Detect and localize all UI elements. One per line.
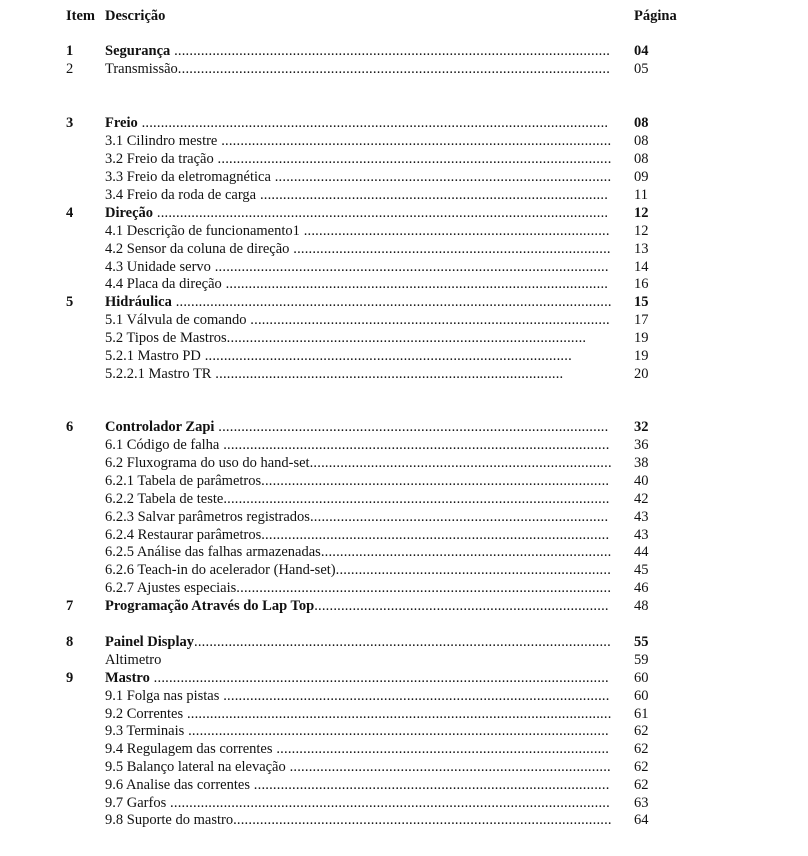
entry-title: Hidráulica xyxy=(105,294,172,310)
entry-title: 6.2.5 Análise das falhas armazenadas xyxy=(105,544,321,560)
entry-description xyxy=(105,776,610,794)
entry-page-number: 19 xyxy=(634,348,649,364)
entry-page-number: 15 xyxy=(634,294,649,310)
entry-page-number: 60 xyxy=(634,688,649,704)
entry-title: Transmissão xyxy=(105,61,178,77)
entry-item-number: 6 xyxy=(66,419,74,435)
entry-description xyxy=(105,579,611,597)
toc-entry xyxy=(0,579,808,597)
entry-description xyxy=(105,811,612,829)
toc-entry xyxy=(0,561,808,579)
dot-leader: ..................................................................................................... xyxy=(219,437,610,453)
toc-entry xyxy=(0,275,808,293)
header-description: Descrição xyxy=(105,8,166,24)
toc-entry xyxy=(0,543,808,561)
dot-leader: ................................................................................... xyxy=(289,241,611,257)
toc-entry xyxy=(0,258,808,276)
entry-page-number: 43 xyxy=(634,509,649,525)
entry-page-number: 40 xyxy=(634,473,649,489)
entry-item-number: 8 xyxy=(66,634,74,650)
entry-description xyxy=(105,508,608,526)
entry-description xyxy=(105,347,572,365)
toc-entry xyxy=(0,508,808,526)
toc-entry xyxy=(0,168,808,186)
dot-leader: ....................................................................................... xyxy=(272,741,610,757)
entry-title: 5.1 Válvula de comando xyxy=(105,312,247,328)
entry-description xyxy=(105,526,609,544)
toc-entry xyxy=(0,204,808,222)
entry-title: 9.5 Balanço lateral na elevação xyxy=(105,759,286,775)
entry-title: 4.4 Placa da direção xyxy=(105,276,222,292)
dot-leader: ............................................................................. xyxy=(314,598,609,614)
dot-leader: ........................................................................................... xyxy=(211,366,564,382)
entry-page-number: 62 xyxy=(634,741,649,757)
toc-entry xyxy=(0,347,808,365)
dot-leader: .................................................................................................................. xyxy=(170,43,611,59)
entry-item-number: 4 xyxy=(66,205,74,221)
entry-title: 6.2.6 Teach-in do acelerador (Hand-set) xyxy=(105,562,336,578)
toc-entry xyxy=(0,526,808,544)
entry-title: Mastro xyxy=(105,670,150,686)
entry-description xyxy=(105,275,608,293)
entry-description xyxy=(105,365,563,383)
toc-entry xyxy=(0,293,808,311)
entry-page-number: 43 xyxy=(634,527,649,543)
toc-entry xyxy=(0,776,808,794)
entry-description xyxy=(105,633,611,651)
entry-description xyxy=(105,204,608,222)
entry-page-number: 05 xyxy=(634,61,649,77)
toc-entry xyxy=(0,114,808,132)
entry-title: 9.3 Terminais xyxy=(105,723,185,739)
entry-page-number: 46 xyxy=(634,580,649,596)
entry-title: 6.2.3 Salvar parâmetros registrados xyxy=(105,509,310,525)
toc-entry xyxy=(0,222,808,240)
dot-leader: ........................................................................................... xyxy=(256,187,609,203)
dot-leader: .............................................................................................................. xyxy=(184,723,609,739)
dot-leader: ................................................................................................................... xyxy=(166,795,610,811)
entry-title: Freio xyxy=(105,115,138,131)
dot-leader: ............................................................................... xyxy=(309,455,612,471)
entry-page-number: 63 xyxy=(634,795,649,811)
entry-page-number: 11 xyxy=(634,187,648,203)
entry-description xyxy=(105,114,608,132)
dot-leader: .............................................................................. xyxy=(309,509,609,525)
entry-description xyxy=(105,651,161,669)
entry-title: Painel Display xyxy=(105,634,195,650)
entry-item-number: 3 xyxy=(66,115,74,131)
entry-title: 4.1 Descrição de funcionamento1 xyxy=(105,223,300,239)
entry-description xyxy=(105,722,609,740)
toc-entry xyxy=(0,669,808,687)
entry-page-number: 12 xyxy=(634,223,649,239)
dot-leader: .............................................................................................. xyxy=(246,312,610,328)
entry-title: 9.7 Garfos xyxy=(105,795,167,811)
toc-entry xyxy=(0,186,808,204)
entry-page-number: 48 xyxy=(634,598,649,614)
entry-description xyxy=(105,705,612,723)
entry-page-number: 16 xyxy=(634,276,649,292)
toc-entry xyxy=(0,132,808,150)
entry-title: Programação Através do Lap Top xyxy=(105,598,315,614)
toc-entry xyxy=(0,740,808,758)
entry-page-number: 17 xyxy=(634,312,649,328)
toc-entry xyxy=(0,42,808,60)
entry-description xyxy=(105,329,586,347)
dot-leader: ...................................................................................................................... xyxy=(153,205,609,221)
toc-entry xyxy=(0,365,808,383)
dot-leader: ................................................................................ xyxy=(299,223,610,239)
entry-page-number: 61 xyxy=(634,706,649,722)
entry-item-number: 7 xyxy=(66,598,74,614)
entry-description xyxy=(105,758,611,776)
entry-page-number: 09 xyxy=(634,169,649,185)
entry-title: 9.1 Folga nas pistas xyxy=(105,688,220,704)
entry-title: 9.6 Analise das correntes xyxy=(105,777,250,793)
toc-entry xyxy=(0,722,808,740)
dot-leader: ............................................................................................................... xyxy=(183,706,612,722)
toc-entry xyxy=(0,687,808,705)
dot-leader: ...................................................................................................... xyxy=(214,419,609,435)
dot-leader: ........................................................................ xyxy=(335,562,612,578)
entry-page-number: 55 xyxy=(634,634,649,650)
entry-page-number: 19 xyxy=(634,330,649,346)
entry-page-number: 60 xyxy=(634,670,649,686)
entry-page-number: 64 xyxy=(634,812,649,828)
entry-description xyxy=(105,740,609,758)
entry-title: 3.2 Freio da tração xyxy=(105,151,214,167)
entry-page-number: 08 xyxy=(634,133,649,149)
toc-entry xyxy=(0,240,808,258)
entry-title: 6.1 Código de falha xyxy=(105,437,220,453)
entry-item-number: 1 xyxy=(66,43,74,59)
dot-leader: ....................................................................................................... xyxy=(210,259,609,275)
entry-page-number: 32 xyxy=(634,419,649,435)
toc-entry xyxy=(0,811,808,829)
entry-item-number: 5 xyxy=(66,294,74,310)
dot-leader: ....................................................................................................................... xyxy=(149,670,609,686)
dot-leader: ................................................................................................... xyxy=(233,812,612,828)
dot-leader: ........................................................................................... xyxy=(261,473,610,489)
toc-entry xyxy=(0,329,808,347)
entry-title: 3.1 Cilindro mestre xyxy=(105,133,218,149)
toc-entry xyxy=(0,633,808,651)
dot-leader: .............................................................................................. xyxy=(226,330,587,346)
entry-page-number: 08 xyxy=(634,151,649,167)
toc-entry xyxy=(0,436,808,454)
toc-entry xyxy=(0,418,808,436)
dot-leader: ..................................................................................................... xyxy=(219,688,610,704)
entry-title: 5.2 Tipos de Mastros xyxy=(105,330,227,346)
entry-title: 5.2.1 Mastro PD xyxy=(105,348,201,364)
entry-title: 9.8 Suporte do mastro xyxy=(105,812,234,828)
entry-page-number: 12 xyxy=(634,205,649,221)
entry-description xyxy=(105,258,609,276)
dot-leader: ...................................................................................................... xyxy=(217,133,612,149)
toc-entry xyxy=(0,454,808,472)
entry-description xyxy=(105,60,610,78)
toc-entry xyxy=(0,311,808,329)
entry-description xyxy=(105,669,609,687)
dot-leader: .................................................................................................. xyxy=(236,580,612,596)
entry-title: 3.4 Freio da roda de carga xyxy=(105,187,257,203)
toc-entry xyxy=(0,705,808,723)
entry-description xyxy=(105,240,611,258)
entry-page-number: 62 xyxy=(634,777,649,793)
entry-page-number: 04 xyxy=(634,43,649,59)
dot-leader: .......................................................................................................................... xyxy=(137,115,609,131)
entry-title: Direção xyxy=(105,205,154,221)
dot-leader: .................................................................................................................. xyxy=(171,294,612,310)
toc-entry xyxy=(0,490,808,508)
entry-description xyxy=(105,293,612,311)
entry-page-number: 36 xyxy=(634,437,649,453)
toc-entry xyxy=(0,60,808,78)
entry-title: 9.4 Regulagem das correntes xyxy=(105,741,273,757)
header-item: Item xyxy=(66,8,95,24)
dot-leader: ....................................................................................................... xyxy=(213,151,612,167)
entry-page-number: 59 xyxy=(634,652,649,668)
entry-page-number: 42 xyxy=(634,491,649,507)
dot-leader: ............................................................................ xyxy=(320,544,612,560)
entry-description xyxy=(105,794,610,812)
entry-title: 6.2 Fluxograma do uso do hand-set xyxy=(105,455,310,471)
entry-title: 5.2.2.1 Mastro TR xyxy=(105,366,212,382)
dot-leader: ........................................................................................ xyxy=(270,169,612,185)
entry-description xyxy=(105,168,611,186)
entry-description xyxy=(105,543,612,561)
dot-leader: .................................................................................... xyxy=(285,759,611,775)
toc-entry xyxy=(0,150,808,168)
entry-description xyxy=(105,311,610,329)
entry-description xyxy=(105,687,610,705)
entry-title: Altimetro xyxy=(105,652,162,668)
entry-page-number: 08 xyxy=(634,115,649,131)
entry-description xyxy=(105,132,611,150)
toc-entry xyxy=(0,651,808,669)
entry-description xyxy=(105,561,611,579)
toc-entry xyxy=(0,472,808,490)
header-page: Página xyxy=(634,8,677,24)
entry-description xyxy=(105,42,610,60)
entry-title: 4.3 Unidade servo xyxy=(105,259,211,275)
entry-title: 3.3 Freio da eletromagnética xyxy=(105,169,271,185)
entry-description xyxy=(105,454,612,472)
entry-title: 4.2 Sensor da coluna de direção xyxy=(105,241,290,257)
toc-entry xyxy=(0,597,808,615)
entry-page-number: 62 xyxy=(634,723,649,739)
entry-description xyxy=(105,436,610,454)
entry-page-number: 45 xyxy=(634,562,649,578)
entry-title: Controlador Zapi xyxy=(105,419,215,435)
entry-page-number: 13 xyxy=(634,241,649,257)
entry-title: 6.2.7 Ajustes especiais xyxy=(105,580,237,596)
entry-title: 9.2 Correntes xyxy=(105,706,184,722)
entry-page-number: 20 xyxy=(634,366,649,382)
toc-entry xyxy=(0,794,808,812)
entry-description xyxy=(105,472,609,490)
entry-page-number: 44 xyxy=(634,544,649,560)
dot-leader: ............................................................................................................. xyxy=(194,634,611,650)
entry-title: 6.2.2 Tabela de teste xyxy=(105,491,224,507)
entry-title: 6.2.4 Restaurar parâmetros xyxy=(105,527,262,543)
dot-leader: ................................................................................................................. xyxy=(177,61,611,77)
dot-leader: ........................................................................................... xyxy=(261,527,610,543)
entry-page-number: 38 xyxy=(634,455,649,471)
entry-page-number: 62 xyxy=(634,759,649,775)
entry-title: Segurança xyxy=(105,43,171,59)
dot-leader: ............................................................................................. xyxy=(249,777,610,793)
entry-item-number: 9 xyxy=(66,670,74,686)
dot-leader: ................................................................................................ xyxy=(200,348,572,364)
entry-description xyxy=(105,186,608,204)
entry-description xyxy=(105,418,608,436)
dot-leader: .................................................................................................... xyxy=(221,276,609,292)
toc-entry xyxy=(0,758,808,776)
entry-title: 6.2.1 Tabela de parâmetros xyxy=(105,473,262,489)
entry-description xyxy=(105,150,612,168)
dot-leader: ..................................................................................................... xyxy=(223,491,610,507)
entry-page-number: 14 xyxy=(634,259,649,275)
entry-description xyxy=(105,490,610,508)
entry-description xyxy=(105,597,609,615)
entry-item-number: 2 xyxy=(66,61,74,77)
entry-description xyxy=(105,222,610,240)
